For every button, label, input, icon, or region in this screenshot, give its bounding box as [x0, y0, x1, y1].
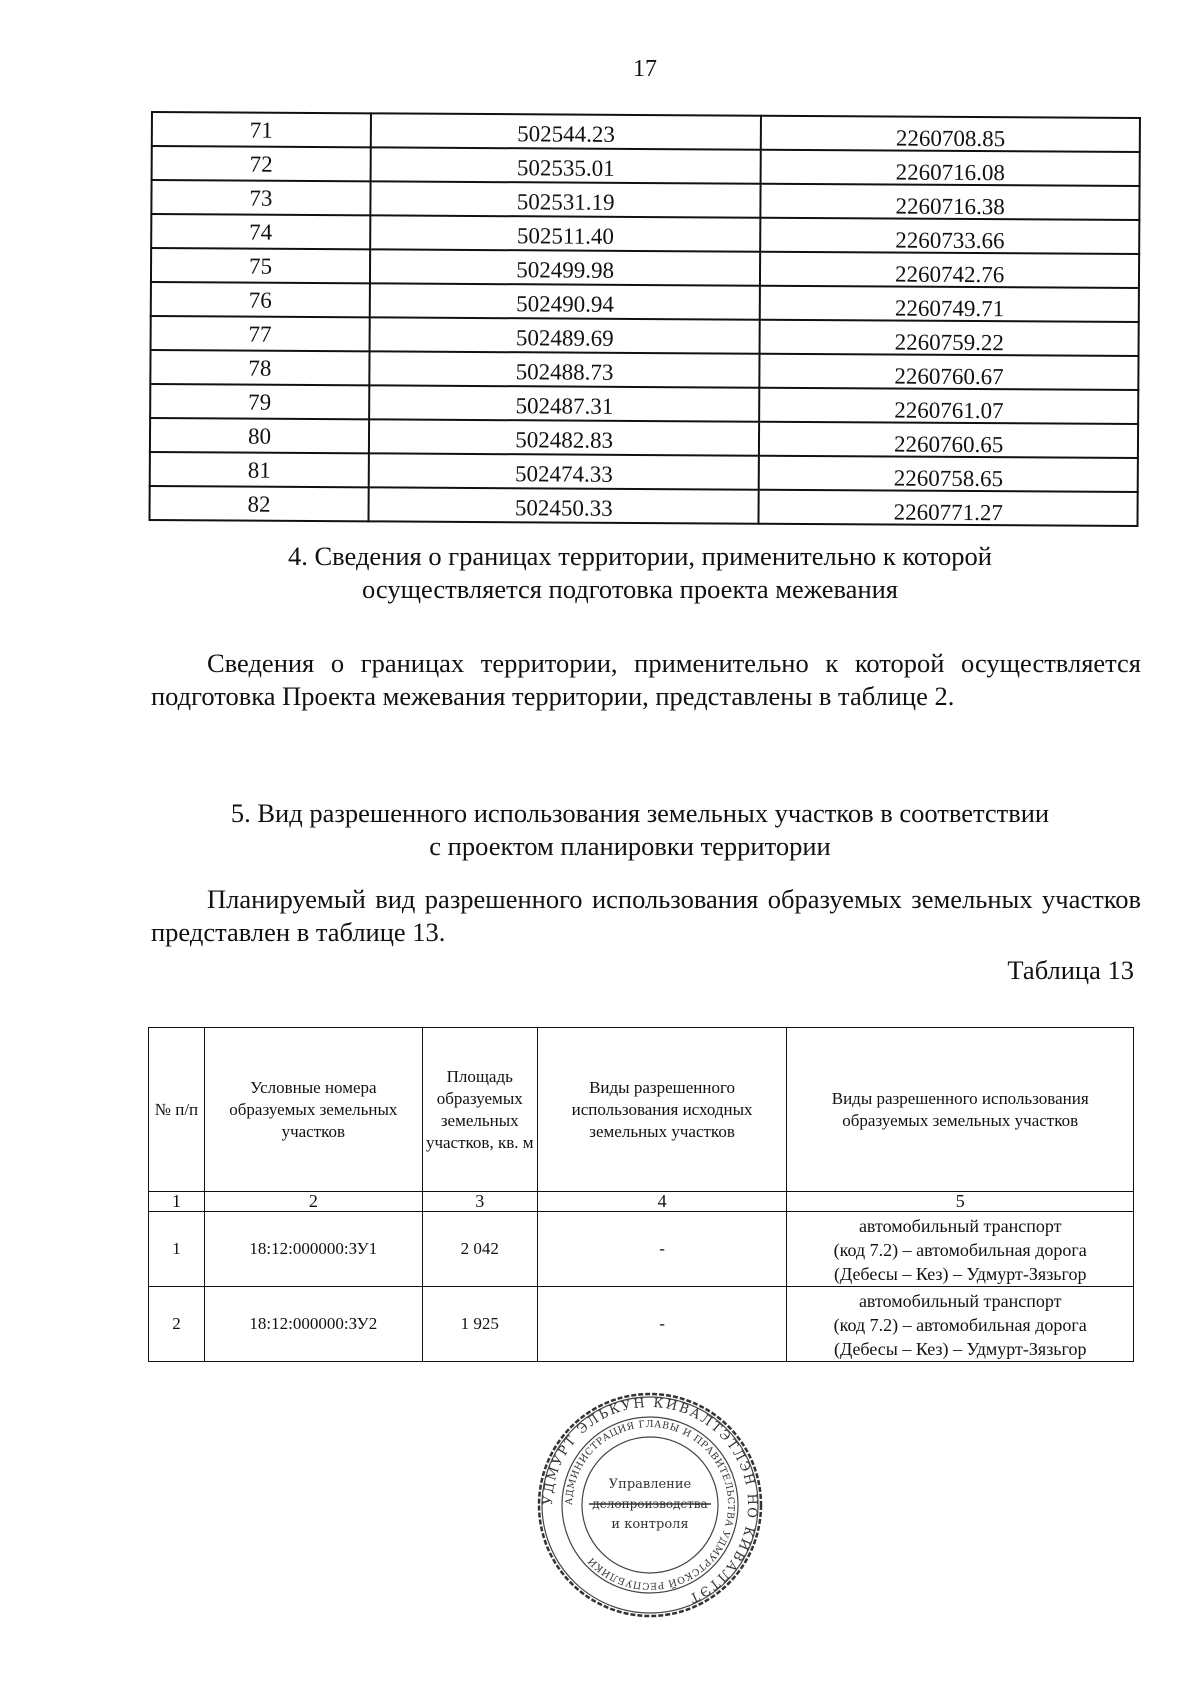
planned-use-line: (код 7.2) – автомобильная дорога [833, 1315, 1087, 1335]
x-coordinate: 502490.94 [370, 283, 761, 319]
x-coordinate: 502487.31 [369, 385, 760, 421]
header-cell: Виды разрешенного использования исходных земельных участков [537, 1028, 787, 1192]
section-4-heading [0, 540, 1200, 606]
point-number: 71 [152, 112, 371, 147]
point-number: 77 [151, 316, 370, 351]
table-13 [148, 1027, 1134, 1362]
point-number: 74 [151, 214, 370, 249]
table-row [149, 1287, 1134, 1362]
planned-use [787, 1287, 1134, 1362]
section-5-heading-line-1: 5. Вид разрешенного использования земельных участков в соответствии [230, 798, 1050, 828]
table-row [150, 486, 1138, 526]
parcel-id: 18:12:000000:ЗУ2 [204, 1287, 422, 1362]
section-4-paragraph [151, 647, 1141, 713]
point-number: 72 [152, 146, 371, 181]
section-5-paragraph [151, 883, 1141, 949]
row-number: 2 [149, 1287, 205, 1362]
column-number: 5 [787, 1192, 1134, 1212]
y-coordinate: 2260758.65 [759, 456, 1138, 492]
seal-center-line-1: Управление [608, 1477, 692, 1492]
point-number: 79 [150, 384, 369, 419]
point-number: 80 [150, 418, 369, 453]
section-5-heading-line-2: с проектом планировки территории [429, 831, 831, 861]
y-coordinate: 2260761.07 [760, 388, 1139, 424]
section-4-paragraph-text: Сведения о границах территории, применительно к которой осуществляется подготовка Проекта межевания территории, представлены в таблице 2. [151, 648, 1141, 711]
planned-use-line: (код 7.2) – автомобильная дорога [833, 1240, 1087, 1260]
point-number: 73 [151, 180, 370, 215]
row-number: 1 [149, 1212, 205, 1287]
x-coordinate: 502544.23 [371, 113, 762, 149]
parcel-area: 1 925 [422, 1287, 537, 1362]
header-cell: Виды разрешенного использования образуемых земельных участков [787, 1028, 1134, 1192]
column-number: 1 [149, 1192, 205, 1212]
seal-inner-text: АДМИНИСТРАЦИЯ ГЛАВЫ И ПРАВИТЕЛЬСТВА УДМУРТСКОЙ РЕСПУБЛИКИ [563, 1418, 737, 1592]
official-stamp [535, 1390, 765, 1620]
planned-use-line: (Дебесы – Кез) – Удмурт-Зязьгор [833, 1264, 1087, 1284]
seal-outer-text: УДМУРТ ЭЛЬКУН КИВАЛТЭТЛЭН НО КИВАЛТЭТ [540, 1395, 760, 1606]
y-coordinate: 2260760.65 [759, 422, 1138, 458]
planned-use [787, 1212, 1134, 1287]
y-coordinate: 2260708.85 [761, 116, 1140, 152]
table-13-caption: Таблица 13 [1007, 955, 1134, 985]
y-coordinate: 2260733.66 [761, 218, 1140, 254]
header-cell: Площадь образуемых земельных участков, кв. м [422, 1028, 537, 1192]
column-number: 4 [537, 1192, 787, 1212]
column-number: 2 [204, 1192, 422, 1212]
coordinates-table [148, 111, 1140, 527]
x-coordinate: 502474.33 [369, 453, 760, 489]
y-coordinate: 2260759.22 [760, 320, 1139, 356]
original-use: - [537, 1212, 787, 1287]
section-5-paragraph-text: Планируемый вид разрешенного использования образуемых земельных участков представлен в таблице 13. [151, 884, 1141, 947]
section-5-heading [0, 797, 1200, 863]
table-row [149, 1212, 1134, 1287]
x-coordinate: 502482.83 [369, 419, 760, 455]
point-number: 76 [151, 282, 370, 317]
section-4-heading-line-2: осуществляется подготовка проекта межевания [362, 574, 898, 604]
table-13-column-number-row [149, 1192, 1134, 1212]
planned-use-line: автомобильный транспорт [858, 1291, 1062, 1311]
seal-center-line-3: и контроля [611, 1517, 689, 1532]
y-coordinate: 2260716.08 [761, 150, 1140, 186]
header-cell: Условные номера образуемых земельных участков [204, 1028, 422, 1192]
x-coordinate: 502450.33 [368, 487, 759, 523]
x-coordinate: 502531.19 [370, 181, 761, 217]
page-number: 17 [633, 56, 657, 82]
parcel-id: 18:12:000000:ЗУ1 [204, 1212, 422, 1287]
table-13-header-row [149, 1028, 1134, 1192]
point-number: 81 [150, 452, 369, 487]
point-number: 82 [150, 486, 369, 521]
planned-use-line: (Дебесы – Кез) – Удмурт-Зязьгор [833, 1339, 1087, 1359]
point-number: 75 [151, 248, 370, 283]
section-4-heading-line-1: 4. Сведения о границах территории, применительно к которой [288, 541, 992, 571]
seal-center-line-2: делопроизводства [592, 1497, 708, 1511]
y-coordinate: 2260749.71 [760, 286, 1139, 322]
x-coordinate: 502535.01 [371, 147, 762, 183]
x-coordinate: 502488.73 [369, 351, 760, 387]
planned-use-line: автомобильный транспорт [858, 1216, 1062, 1236]
y-coordinate: 2260760.67 [760, 354, 1139, 390]
header-cell: № п/п [149, 1028, 205, 1192]
x-coordinate: 502511.40 [370, 215, 761, 251]
y-coordinate: 2260716.38 [761, 184, 1140, 220]
column-number: 3 [422, 1192, 537, 1212]
x-coordinate: 502489.69 [369, 317, 760, 353]
point-number: 78 [150, 350, 369, 385]
parcel-area: 2 042 [422, 1212, 537, 1287]
y-coordinate: 2260742.76 [760, 252, 1139, 288]
original-use: - [537, 1287, 787, 1362]
x-coordinate: 502499.98 [370, 249, 761, 285]
y-coordinate: 2260771.27 [759, 490, 1138, 526]
